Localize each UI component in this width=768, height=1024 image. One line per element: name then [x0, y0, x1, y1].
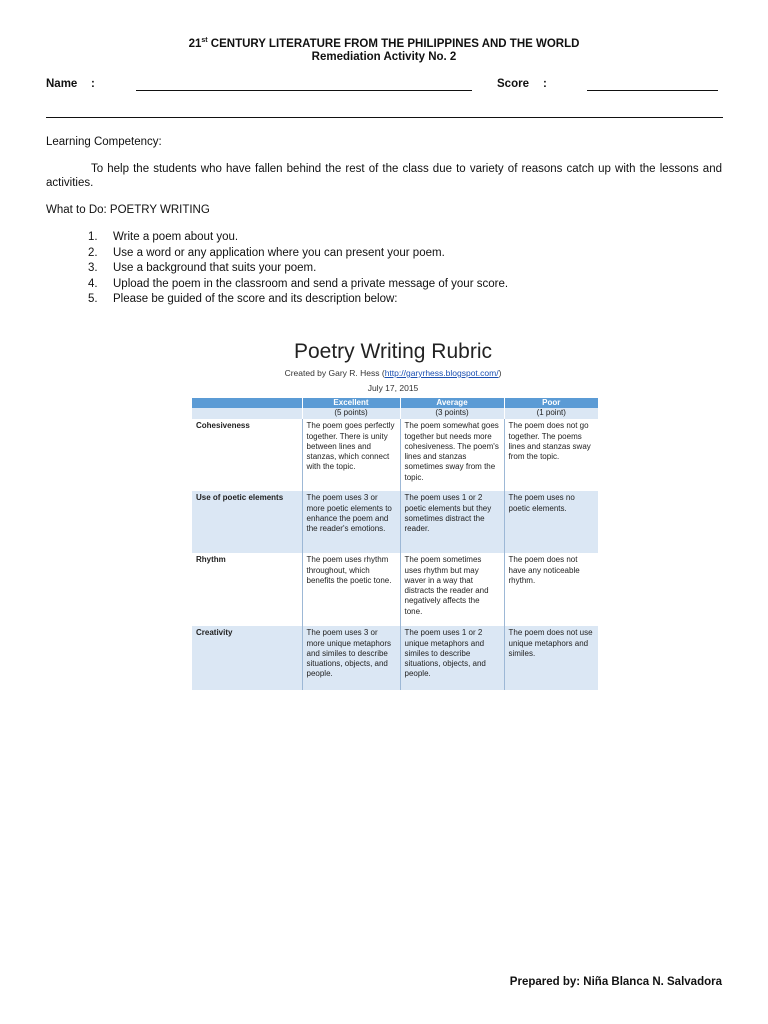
step-item — [88, 277, 688, 293]
document-subtitle: Remediation Activity No. 2 — [311, 51, 457, 63]
rubric-cell-excellent: The poem uses 3 or more poetic elements to enhance the poem and the reader's emotions. — [302, 491, 400, 553]
rubric-cell-poor: The poem uses no poetic elements. — [504, 491, 598, 553]
rubric-criterion: Rhythm — [192, 553, 302, 626]
rubric-cell-poor: The poem does not use unique metaphors and similes. — [504, 626, 598, 690]
rubric-date: July 17, 2015 — [367, 383, 419, 393]
rubric-cell-poor: The poem does not go together. The poems lines and stanzas sway from the topic. — [504, 419, 598, 491]
step-number: 5. — [88, 293, 98, 305]
rubric-header-row — [192, 398, 598, 408]
step-text: Upload the poem in the classroom and send a private message of your score. — [113, 277, 509, 290]
step-text: Use a background that suits your poem. — [113, 262, 317, 274]
rubric-points-poor: (1 point) — [504, 408, 598, 419]
rubric-points-excellent: (5 points) — [302, 408, 400, 419]
name-field-line[interactable] — [136, 90, 472, 91]
title-superscript: st — [201, 37, 208, 45]
rubric-cell-average: The poem uses 1 or 2 poetic elements but they sometimes distract the reader. — [400, 491, 504, 553]
rubric-title: Poetry Writing Rubric — [293, 340, 492, 363]
rubric-points-row — [192, 408, 598, 419]
rubric-header-poor: Poor — [504, 398, 598, 408]
rubric-image — [188, 336, 598, 696]
rubric-points-average: (3 points) — [400, 408, 504, 419]
name-score-row — [46, 78, 726, 94]
credit-prefix: Created by Gary R. Hess ( — [284, 368, 385, 378]
steps-list — [88, 230, 688, 308]
title-rest: CENTURY LITERATURE FROM THE PHILIPPINES AND THE WORLD — [207, 38, 580, 50]
step-item — [88, 246, 688, 262]
learning-competency-heading: Learning Competency: — [46, 136, 162, 148]
prepared-by: Prepared by: Niña Blanca N. Salvadora — [509, 976, 722, 988]
step-item — [88, 230, 688, 246]
rubric-row — [192, 491, 598, 553]
rubric-row — [192, 553, 598, 626]
title-prefix: 21 — [188, 38, 202, 50]
rubric-cell-excellent: The poem uses rhythm throughout, which benefits the poetic tone. — [302, 553, 400, 626]
score-label: Score — [497, 78, 529, 90]
step-text: Use a word or any application where you can present your poem. — [113, 246, 445, 259]
rubric-cell-poor: The poem does not have any noticeable rhythm. — [504, 553, 598, 626]
rubric-row — [192, 419, 598, 491]
step-number: 2. — [88, 246, 98, 259]
credit-link[interactable]: http://garyrhess.blogspot.com/ — [384, 368, 499, 378]
rubric-cell-average: The poem sometimes uses rhythm but may waver in a way that distracts the reader and negatively affects the tone. — [400, 553, 504, 626]
step-item — [88, 292, 688, 308]
rubric-header-average: Average — [400, 398, 504, 408]
what-to-do-heading: What to Do: POETRY WRITING — [46, 204, 210, 216]
rubric-criterion: Creativity — [192, 626, 302, 690]
rubric-criterion: Cohesiveness — [192, 419, 302, 491]
rubric-points-blank — [192, 408, 302, 419]
step-item — [88, 261, 688, 277]
rubric-cell-average: The poem uses 1 or 2 unique metaphors and similes to describe situations, objects, and people. — [400, 626, 504, 690]
step-text: Please be guided of the score and its description below: — [113, 293, 398, 305]
score-field-line[interactable] — [587, 90, 718, 91]
rubric-cell-excellent: The poem uses 3 or more unique metaphors and similes to describe situations, objects, and people. — [302, 626, 400, 690]
rubric-row — [192, 626, 598, 690]
learning-competency-body: To help the students who have fallen behind the rest of the class due to variety of reasons catch up with the lessons and activities. — [46, 163, 722, 189]
rubric-header-excellent: Excellent — [302, 398, 400, 408]
name-colon: : — [91, 78, 95, 90]
rubric-header-blank — [192, 398, 302, 408]
document-title — [0, 37, 768, 51]
rubric-cell-excellent: The poem goes perfectly together. There is unity between lines and stanzas, which connect with the topic. — [302, 419, 400, 491]
step-number: 4. — [88, 277, 98, 290]
rubric-criterion: Use of poetic elements — [192, 491, 302, 553]
rubric-credit — [188, 368, 598, 378]
score-colon: : — [543, 78, 547, 90]
rubric-cell-average: The poem somewhat goes together but needs more cohesiveness. The poem's lines and stanzas sometimes sway from the topic. — [400, 419, 504, 491]
header-divider — [46, 117, 723, 118]
step-number: 1. — [88, 231, 98, 243]
credit-suffix: ) — [498, 368, 502, 378]
step-text: Write a poem about you. — [113, 231, 239, 243]
step-number: 3. — [88, 262, 98, 274]
name-label: Name — [46, 78, 78, 90]
rubric-table — [192, 398, 598, 690]
